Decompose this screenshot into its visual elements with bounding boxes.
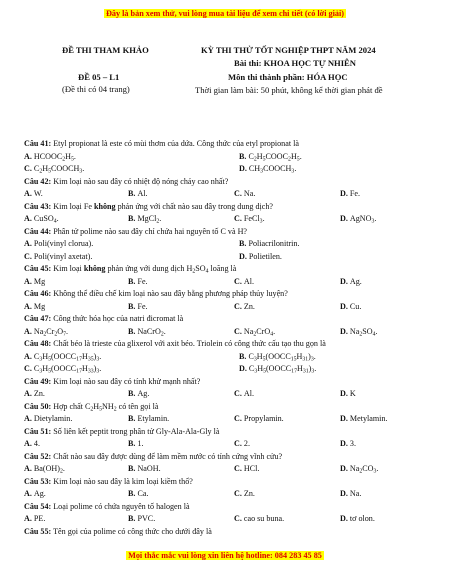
question-number: Câu 51: bbox=[24, 426, 52, 436]
option-text: Fe. bbox=[137, 276, 148, 286]
question-number: Câu 52: bbox=[24, 451, 52, 461]
option-letter: C. bbox=[234, 514, 244, 523]
option-text: Polietilen. bbox=[248, 251, 282, 261]
question-text: Kim loại không phản ứng với dung dịch $H_2SO_4$ loãng là bbox=[51, 264, 237, 275]
question-stem bbox=[24, 201, 444, 214]
option-letter: C. bbox=[24, 251, 34, 261]
options-row bbox=[24, 438, 444, 451]
option-letter: D. bbox=[340, 301, 350, 311]
question-text: Không thể điều chế kim loại nào sau đây bằng phương pháp thủy luyện? bbox=[51, 289, 288, 298]
exam-code: ĐỀ 05 – L1 bbox=[78, 72, 120, 82]
answer-option bbox=[234, 301, 255, 314]
options-row bbox=[24, 463, 444, 476]
option-text: W. bbox=[33, 189, 43, 198]
question-number: Câu 55: bbox=[24, 526, 52, 536]
question-number: Câu 47: bbox=[24, 314, 52, 323]
question-stem bbox=[24, 288, 444, 301]
answer-option bbox=[24, 351, 101, 364]
option-letter: B. bbox=[128, 389, 138, 398]
answer-option bbox=[234, 213, 265, 226]
question-stem bbox=[24, 226, 444, 239]
question-stem bbox=[24, 138, 444, 151]
option-text: Propylamin. bbox=[243, 414, 284, 423]
answer-option bbox=[340, 301, 361, 314]
answer-option bbox=[340, 326, 378, 339]
question-number: Câu 44: bbox=[24, 226, 52, 236]
option-letter: C. bbox=[234, 214, 244, 223]
option-text: PE. bbox=[33, 514, 46, 523]
options-row bbox=[24, 513, 444, 526]
answer-option bbox=[128, 301, 148, 314]
option-letter: D. bbox=[340, 276, 350, 286]
option-text: Al. bbox=[137, 189, 148, 198]
answer-option bbox=[239, 351, 316, 364]
option-text: NaCrO$_2$. bbox=[137, 326, 166, 337]
option-text: Fe. bbox=[137, 301, 148, 311]
option-letter: C. bbox=[234, 326, 244, 336]
answer-option bbox=[24, 363, 101, 376]
answer-option bbox=[24, 463, 65, 476]
question-text: Phân tử polime nào sau đây chỉ chứa hai nguyên tố C và H? bbox=[51, 226, 248, 236]
answer-option bbox=[340, 438, 356, 451]
answer-option bbox=[24, 251, 92, 264]
option-letter: A. bbox=[24, 464, 34, 473]
answer-option bbox=[128, 488, 148, 501]
answer-option bbox=[340, 513, 375, 526]
question-text: Công thức hóa học của natri đicromat là bbox=[51, 314, 184, 323]
option-text: 1. bbox=[137, 439, 144, 448]
question-number: Câu 48: bbox=[24, 339, 52, 348]
exam-time-limit: Thời gian làm bài: 50 phút, không kể thời gian phát đề bbox=[195, 85, 383, 95]
answer-option bbox=[239, 238, 299, 251]
answer-option bbox=[24, 238, 93, 251]
option-letter: C. bbox=[234, 301, 244, 311]
answer-option bbox=[234, 276, 254, 289]
option-letter: C. bbox=[234, 439, 244, 448]
question-text: Chất béo là trieste của glixerol với axit béo. Triolein có công thức cấu tạo thu gọn là bbox=[51, 339, 326, 348]
option-text: $C_3H_5(OOCC_{17}H_{33})_3$. bbox=[33, 364, 102, 375]
option-letter: D. bbox=[340, 464, 350, 473]
option-text: Mg bbox=[33, 276, 46, 286]
question-stem bbox=[24, 376, 444, 389]
question-text: Chất nào sau đây được dùng để làm mềm nước có tính cứng vĩnh cửu? bbox=[51, 451, 283, 461]
answer-option bbox=[24, 151, 76, 164]
option-text: NaOH. bbox=[137, 464, 161, 473]
option-letter: B. bbox=[128, 214, 138, 223]
option-letter: A. bbox=[24, 514, 34, 523]
option-letter: D. bbox=[239, 251, 249, 261]
option-letter: B. bbox=[128, 489, 138, 498]
option-letter: C. bbox=[24, 364, 34, 373]
option-text: Ag. bbox=[33, 489, 46, 498]
option-letter: B. bbox=[239, 239, 249, 248]
option-letter: D. bbox=[340, 326, 350, 336]
option-text: Poliacrilonitrin. bbox=[248, 239, 300, 248]
option-text: Dietylamin. bbox=[33, 414, 73, 423]
answer-option bbox=[128, 213, 161, 226]
question-text: Kim loại Fe không phản ứng với chất nào sau đây trong dung dịch? bbox=[51, 201, 274, 211]
question-text: Hợp chất $C_2H_5NH_2$ có tên gọi là bbox=[51, 401, 159, 412]
option-text: tơ olon. bbox=[349, 514, 375, 523]
options-row bbox=[24, 188, 444, 201]
answer-option bbox=[128, 438, 144, 451]
question-text: Kim loại nào sau đây có nhiệt độ nóng chảy cao nhất? bbox=[51, 176, 229, 186]
option-text: $Ba(OH)_2$. bbox=[33, 464, 65, 475]
question-text: Tên gọi của polime có công thức cho dưới đây là bbox=[51, 526, 212, 536]
option-letter: B. bbox=[128, 326, 138, 336]
answer-option bbox=[234, 413, 284, 426]
option-letter: D. bbox=[340, 439, 350, 448]
answer-option bbox=[234, 388, 254, 401]
option-text: Metylamin. bbox=[349, 414, 388, 423]
answer-option bbox=[234, 463, 259, 476]
exam-title: KỲ THI THỬ TỐT NGHIỆP THPT NĂM 2024 bbox=[201, 45, 376, 55]
answer-option bbox=[24, 213, 59, 226]
option-letter: C. bbox=[234, 276, 244, 286]
option-letter: B. bbox=[128, 414, 138, 423]
option-text: Zn. bbox=[243, 301, 255, 311]
option-text: $Na_2CrO_4$. bbox=[243, 326, 276, 337]
option-text: FeCl$_3$. bbox=[243, 214, 265, 225]
option-text: Zn. bbox=[243, 489, 255, 498]
option-text: Ag. bbox=[349, 276, 362, 286]
option-letter: B. bbox=[239, 351, 249, 361]
option-letter: D. bbox=[340, 214, 350, 223]
option-letter: C. bbox=[234, 489, 244, 498]
answer-option bbox=[24, 513, 45, 526]
answer-option bbox=[128, 513, 155, 526]
answer-option bbox=[234, 326, 275, 339]
option-text: CuSO$_4$. bbox=[33, 214, 59, 225]
option-text: $Na_2SO_4$. bbox=[349, 326, 378, 337]
option-text: $Na_2Cr_2O_7$. bbox=[33, 326, 69, 337]
option-letter: D. bbox=[340, 189, 350, 198]
question-number: Câu 54: bbox=[24, 501, 52, 511]
option-text: K bbox=[349, 389, 356, 398]
question-text: Kim loại nào sau đây là kim loại kiềm thổ? bbox=[51, 476, 193, 486]
question-text: Etyl propionat là este có mùi thơm của dứa. Công thức của etyl propionat là bbox=[51, 139, 299, 148]
question-number: Câu 41: bbox=[24, 139, 52, 148]
option-text: Fe. bbox=[349, 189, 361, 198]
question-number: Câu 46: bbox=[24, 289, 52, 298]
answer-option bbox=[24, 388, 45, 401]
option-text: Na. bbox=[243, 189, 256, 198]
question-text: Kim loại nào sau đây có tính khử mạnh nhất? bbox=[51, 376, 201, 386]
option-letter: D. bbox=[239, 164, 249, 173]
question-text: Số liên kết peptit trong phân tử Gly-Ala-Ala-Gly là bbox=[51, 426, 220, 436]
option-letter: B. bbox=[128, 439, 138, 448]
question-stem bbox=[24, 338, 444, 351]
options-row bbox=[24, 488, 444, 501]
option-letter: A. bbox=[24, 214, 34, 223]
option-text: MgCl$_2$. bbox=[137, 214, 162, 225]
option-letter: A. bbox=[24, 326, 34, 336]
question-number: Câu 43: bbox=[24, 201, 52, 211]
option-letter: A. bbox=[24, 151, 34, 161]
option-letter: A. bbox=[24, 239, 34, 248]
question-number: Câu 42: bbox=[24, 176, 52, 186]
answer-option bbox=[128, 388, 149, 401]
option-letter: D. bbox=[340, 489, 350, 498]
question-stem bbox=[24, 176, 444, 189]
question-stem bbox=[24, 501, 444, 514]
option-text: Cu. bbox=[349, 301, 362, 311]
exam-type-label: ĐỀ THI THAM KHẢO bbox=[62, 45, 149, 55]
options-row bbox=[24, 213, 444, 226]
answer-option bbox=[128, 276, 148, 289]
hotline-banner: Mọi thắc mắc vui lòng xin liên hệ hotline: 084 283 45 85 bbox=[128, 551, 322, 560]
option-letter: A. bbox=[24, 389, 34, 398]
answer-option bbox=[128, 188, 148, 201]
option-text: Na. bbox=[349, 489, 362, 498]
answer-option bbox=[340, 488, 361, 501]
question-stem bbox=[24, 426, 444, 439]
option-letter: C. bbox=[234, 464, 244, 473]
option-letter: B. bbox=[128, 464, 138, 473]
options-row bbox=[24, 276, 444, 289]
options-row bbox=[24, 251, 444, 264]
question-list bbox=[24, 138, 444, 538]
options-row bbox=[24, 238, 444, 251]
option-letter: B. bbox=[128, 514, 138, 523]
answer-option bbox=[340, 463, 378, 476]
exam-subject: Môn thi thành phần: HÓA HỌC bbox=[228, 72, 348, 82]
answer-option bbox=[340, 388, 356, 401]
option-text: $C_3H_5(OOCC_{17}H_{31})_3$. bbox=[248, 364, 317, 375]
option-text: $HCOOC_2H_5$. bbox=[33, 151, 76, 162]
question-text: Loại polime có chứa nguyên tố halogen là bbox=[51, 501, 190, 511]
option-letter: B. bbox=[128, 189, 138, 198]
answer-option bbox=[340, 188, 360, 201]
answer-option bbox=[239, 151, 302, 164]
option-text: AgNO$_3$. bbox=[349, 214, 377, 225]
option-letter: A. bbox=[24, 489, 34, 498]
answer-option bbox=[128, 326, 166, 339]
question-number: Câu 50: bbox=[24, 401, 52, 411]
question-stem bbox=[24, 526, 444, 539]
option-text: Al. bbox=[243, 389, 255, 398]
options-row bbox=[24, 363, 444, 376]
answer-option bbox=[239, 363, 316, 376]
question-stem bbox=[24, 401, 444, 414]
option-letter: D. bbox=[239, 364, 249, 373]
option-text: Ca. bbox=[137, 489, 149, 498]
options-row bbox=[24, 326, 444, 339]
answer-option bbox=[24, 188, 43, 201]
answer-option bbox=[239, 163, 296, 176]
options-row bbox=[24, 301, 444, 314]
option-letter: C. bbox=[234, 414, 244, 423]
option-text: 3. bbox=[349, 439, 356, 448]
options-row bbox=[24, 351, 444, 364]
option-letter: B. bbox=[128, 301, 138, 311]
answer-option bbox=[234, 438, 250, 451]
option-letter: C. bbox=[234, 389, 244, 398]
option-letter: D. bbox=[340, 389, 350, 398]
question-stem bbox=[24, 313, 444, 326]
option-text: $Na_2CO_3$. bbox=[349, 464, 379, 475]
option-letter: A. bbox=[24, 189, 34, 198]
question-number: Câu 45: bbox=[24, 264, 52, 273]
option-text: Mg bbox=[33, 301, 46, 311]
option-text: $C_3H_5(OOCC_{17}H_{35})_3$. bbox=[33, 351, 102, 362]
answer-option bbox=[24, 488, 46, 501]
question-number: Câu 49: bbox=[24, 376, 52, 386]
option-text: 4. bbox=[33, 439, 40, 448]
answer-option bbox=[340, 213, 376, 226]
option-text: $C_2H_5COOC_2H_5$. bbox=[248, 151, 302, 162]
option-text: PVC. bbox=[137, 514, 156, 523]
option-text: HCl. bbox=[243, 464, 260, 473]
question-stem bbox=[24, 476, 444, 489]
option-letter: C. bbox=[24, 164, 34, 173]
answer-option bbox=[234, 513, 284, 526]
options-row bbox=[24, 388, 444, 401]
option-text: Zn. bbox=[33, 389, 45, 398]
option-text: Poli(vinyl clorua). bbox=[33, 239, 94, 248]
option-text: $CH_3COOCH_3$. bbox=[248, 164, 297, 175]
option-letter: C. bbox=[234, 189, 244, 198]
exam-section: Bài thi: KHOA HỌC TỰ NHIÊN bbox=[234, 58, 356, 68]
answer-option bbox=[24, 163, 84, 176]
answer-option bbox=[24, 413, 72, 426]
question-stem bbox=[24, 451, 444, 464]
answer-option bbox=[24, 326, 68, 339]
option-text: 2. bbox=[243, 439, 250, 448]
answer-option bbox=[24, 301, 45, 314]
option-letter: B. bbox=[128, 276, 138, 286]
answer-option bbox=[340, 413, 387, 426]
option-text: Ag. bbox=[137, 389, 150, 398]
option-text: Al. bbox=[243, 276, 255, 286]
answer-option bbox=[128, 413, 169, 426]
option-text: $C_2H_5COOCH_3$. bbox=[33, 164, 85, 175]
top-banner: Đây là bản xem thử, vui lòng mua tài liệu để xem chi tiết (có lời giải) bbox=[105, 9, 344, 18]
answer-option bbox=[24, 438, 40, 451]
option-letter: A. bbox=[24, 414, 34, 423]
answer-option bbox=[239, 251, 282, 264]
option-text: $C_3H_5(OOCC_{15}H_{31})_3$. bbox=[248, 351, 316, 362]
option-letter: D. bbox=[340, 414, 350, 423]
question-number: Câu 53: bbox=[24, 476, 52, 486]
question-stem bbox=[24, 263, 444, 276]
answer-option bbox=[340, 276, 362, 289]
option-text: cao su buna. bbox=[243, 514, 285, 523]
options-row bbox=[24, 151, 444, 164]
option-letter: B. bbox=[239, 151, 249, 161]
option-text: Poli(vinyl axetat). bbox=[33, 251, 93, 261]
option-letter: D. bbox=[340, 514, 350, 523]
options-row bbox=[24, 163, 444, 176]
option-letter: A. bbox=[24, 351, 34, 361]
option-text: Etylamin. bbox=[137, 414, 170, 423]
answer-option bbox=[234, 188, 255, 201]
option-letter: A. bbox=[24, 301, 34, 311]
options-row bbox=[24, 413, 444, 426]
option-letter: A. bbox=[24, 276, 34, 286]
page-count-note: (Đề thi có 04 trang) bbox=[62, 84, 130, 94]
answer-option bbox=[128, 463, 161, 476]
answer-option bbox=[234, 488, 255, 501]
option-letter: A. bbox=[24, 439, 34, 448]
answer-option bbox=[24, 276, 45, 289]
